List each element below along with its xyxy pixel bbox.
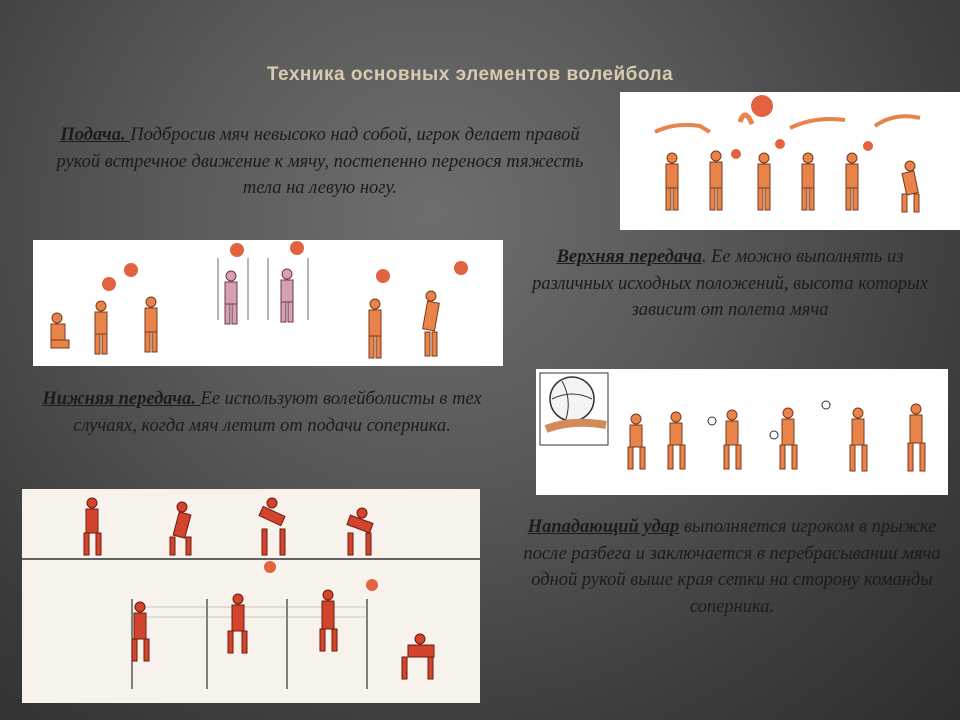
underhand-pass-text: Ее используют волейболисты в тех случаях, когда мяч летит от подачи соперника.	[73, 389, 482, 436]
underhand-pass-illustration	[536, 369, 948, 495]
serve-text: Подбросив мяч невысоко над собой, игрок делает правой рукой встречное движение к мячу, постепенно перенося тяжесть тела на левую ногу.	[56, 125, 584, 198]
underhand-pass-term: Нижняя передача.	[42, 389, 201, 409]
attack-hit-term: Нападающий удар	[527, 517, 680, 537]
slide-title: Техника основных элементов волейбола	[266, 64, 674, 85]
attack-hit-text: выполняется игроком в прыжке после разбега и заключается в перебрасывании мяча одной рукой выше края сетки на сторону команды соперника.	[523, 517, 941, 617]
overhead-pass-illustration	[33, 240, 503, 366]
overhead-pass-paragraph	[525, 244, 935, 324]
attack-hit-paragraph	[512, 514, 952, 620]
attack-hit-illustration	[22, 489, 480, 703]
serve-illustration	[620, 92, 960, 230]
serve-paragraph	[40, 122, 600, 202]
underhand-pass-paragraph	[12, 386, 512, 439]
overhead-pass-term: Верхняя передача	[556, 247, 702, 267]
overhead-pass-text: . Ее можно выполнять из различных исходных положений, высота которых зависит от полета мяча	[532, 247, 928, 320]
serve-term: Подача.	[60, 125, 131, 145]
